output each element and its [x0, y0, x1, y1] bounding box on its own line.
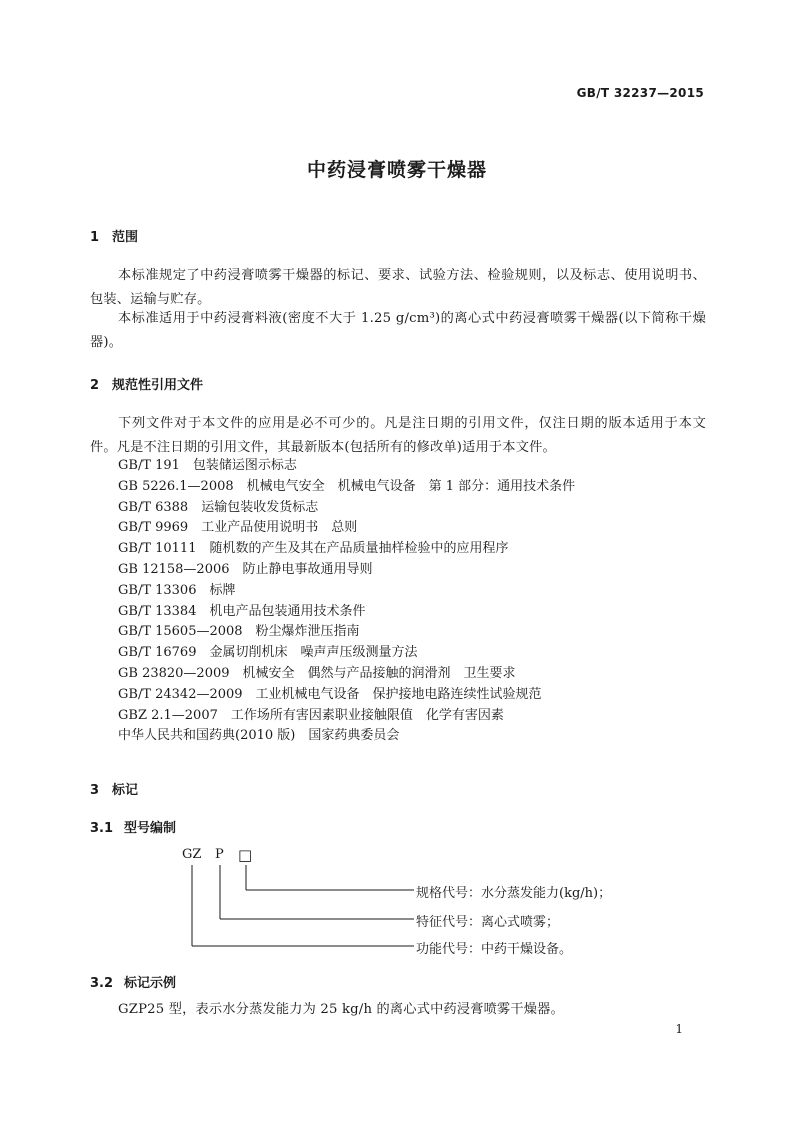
section-number: 2: [90, 378, 100, 393]
section-1-heading: [90, 226, 138, 245]
reference-item: GB 5226.1—2008 机械电气安全 机械电气设备 第 1 部分：通用技术条件: [118, 478, 576, 494]
reference-item: GBZ 2.1—2007 工作场所有害因素职业接触限值 化学有害因素: [118, 707, 504, 723]
reference-item: GB/T 15605—2008 粉尘爆炸泄压指南: [118, 624, 360, 640]
reference-list: [118, 456, 575, 747]
paragraph: 下列文件对于本文件的应用是必不可少的。凡是注日期的引用文件，仅注日期的版本适用于本文件。凡是不注日期的引用文件，其最新版本(包括所有的修改单)适用于本文件。: [90, 416, 706, 455]
reference-item: GB/T 6388 运输包装收发货标志: [118, 499, 319, 515]
reference-item: GB/T 24342—2009 工业机械电气设备 保护接地电路连续性试验规范: [118, 686, 542, 702]
paragraph: 本标准规定了中药浸膏喷雾干燥器的标记、要求、试验方法、检验规则，以及标志、使用说明书、包装、运输与贮存。: [90, 268, 706, 307]
reference-item: GB 23820—2009 机械安全 偶然与产品接触的润滑剂 卫生要求: [118, 665, 516, 681]
section-title: 标记: [112, 783, 139, 798]
section-title: 范围: [112, 230, 139, 245]
page-number: 1: [675, 1022, 683, 1036]
subsection-title: 标记示例: [124, 976, 177, 991]
subsection-title: 型号编制: [124, 821, 177, 836]
reference-item: GB/T 10111 随机数的产生及其在产品质量抽样检验中的应用程序: [118, 541, 509, 557]
subsection-number: 3.1: [90, 821, 114, 836]
model-code-gz: GZ: [182, 847, 202, 862]
reference-item: 中华人民共和国药典(2010 版) 国家药典委员会: [118, 728, 400, 744]
section-3-heading: [90, 779, 138, 798]
subsection-3-2-heading: [90, 972, 176, 991]
reference-item: GB/T 9969 工业产品使用说明书 总则: [118, 520, 358, 536]
model-code-diagram: [180, 845, 640, 965]
reference-item: GB 12158—2006 防止静电事故通用导则: [118, 561, 373, 577]
reference-item: GB/T 13306 标牌: [118, 582, 236, 598]
reference-item: GB/T 13384 机电产品包装通用技术条件: [118, 603, 366, 619]
standard-number: GB/T 32237—2015: [576, 86, 704, 100]
marking-example: GZP25 型，表示水分蒸发能力为 25 kg/h 的离心式中药浸膏喷雾干燥器。: [118, 1002, 564, 1017]
document-title: 中药浸膏喷雾干燥器: [306, 159, 487, 181]
section-number: 3: [90, 783, 100, 798]
reference-item: GB/T 16769 金属切削机床 噪声声压级测量方法: [118, 645, 418, 661]
function-code-label: 功能代号：中药干燥设备。: [416, 942, 573, 957]
reference-item: GB/T 191 包装储运图示标志: [118, 458, 297, 473]
subsection-3-1-heading: [90, 817, 176, 836]
section-number: 1: [90, 230, 100, 245]
subsection-number: 3.2: [90, 976, 114, 991]
feature-code-label: 特征代号：离心式喷雾；: [416, 915, 560, 930]
spec-code-label: 规格代号：水分蒸发能力(kg/h)；: [416, 886, 612, 901]
model-code-placeholder-box: □: [238, 846, 253, 864]
section-2-heading: [90, 374, 203, 393]
paragraph: 本标准适用于中药浸膏料液(密度不大于 1.25 g/cm³)的离心式中药浸膏喷雾干燥器(以下简称干燥器)。: [90, 311, 706, 350]
section-title: 规范性引用文件: [112, 378, 204, 393]
model-code-p: P: [215, 847, 224, 862]
